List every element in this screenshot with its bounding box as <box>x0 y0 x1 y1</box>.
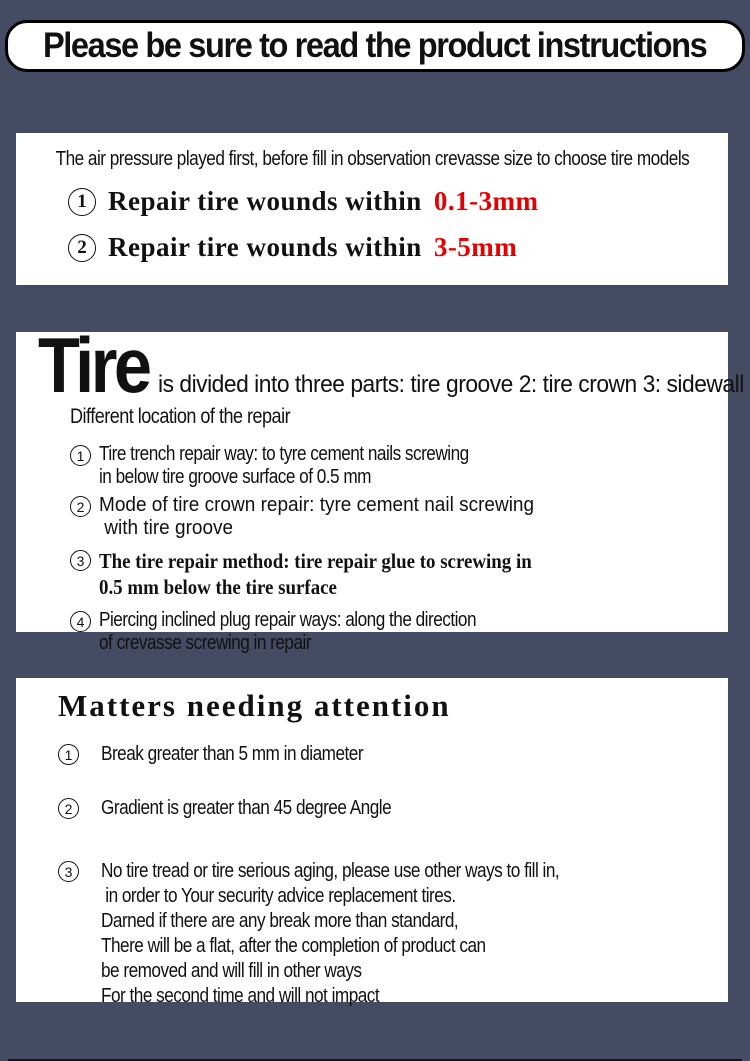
repair-way-item-3 <box>70 548 718 600</box>
circled-number-2: 2 <box>70 496 91 517</box>
attention-item-2 <box>58 796 718 821</box>
attention-item-3 <box>58 859 718 1009</box>
circled-number-4: 4 <box>70 611 91 632</box>
circled-number-3: 3 <box>58 861 79 882</box>
wound-size-card <box>16 133 728 285</box>
item-text: Repair tire wounds within <box>108 232 422 262</box>
attention-card <box>16 678 728 1007</box>
wound-size-item-1 <box>68 186 728 217</box>
item-lines: No tire tread or tire serious aging, please use other ways to fill in, in order to Your security advice replacement tires. Darned if there are any break more than standard, There will be a flat, after the completion of product can be removed and will fill in other ways For the second time and will not impact <box>101 860 560 1007</box>
item-lines: Mode of tire crown repair: tyre cement nail screwing with tire groove <box>99 494 535 539</box>
card2-subheading: Different location of the repair <box>70 405 291 428</box>
card1-intro-text: The air pressure played first, before fill in observation crevasse size to choose tire models <box>55 148 689 170</box>
circled-number-1: 1 <box>70 445 91 466</box>
item-text: Repair tire wounds within <box>108 186 422 216</box>
item-lines: The tire repair method: tire repair glue to screwing in 0.5 mm below the tire surface <box>99 549 532 599</box>
item-lines: Tire trench repair way: to tyre cement nails screwing in below tire groove surface of 0.5 mm <box>99 443 469 488</box>
attention-title: Matters needing attention <box>58 688 451 723</box>
tire-word: Tire <box>38 321 149 409</box>
item-highlight: 3-5mm <box>433 232 518 262</box>
circled-number-2: 2 <box>68 234 96 262</box>
card2-heading <box>38 321 744 409</box>
circled-number-3: 3 <box>70 550 91 571</box>
tire-heading-rest: is divided into three parts: tire groove 2: tire crown 3: sidewall <box>157 371 744 398</box>
repair-way-item-1 <box>70 443 718 489</box>
item-highlight: 0.1-3mm <box>433 186 539 216</box>
circled-number-2: 2 <box>58 798 79 819</box>
circled-number-1: 1 <box>68 188 96 216</box>
card1-intro <box>16 148 728 171</box>
banner <box>5 20 745 72</box>
item-lines: Gradient is greater than 45 degree Angle <box>101 797 392 819</box>
circled-number-1: 1 <box>58 744 79 765</box>
wound-size-item-2 <box>68 232 728 263</box>
item-lines: Break greater than 5 mm in diameter <box>101 743 364 765</box>
tire-parts-card <box>16 321 744 654</box>
repair-way-item-4 <box>70 609 718 655</box>
attention-item-1 <box>58 742 718 767</box>
banner-title: Please be sure to read the product instructions <box>43 26 707 65</box>
repair-way-item-2 <box>70 494 718 540</box>
item-lines: Piercing inclined plug repair ways: along the direction of crevasse screwing in repair <box>99 609 477 654</box>
